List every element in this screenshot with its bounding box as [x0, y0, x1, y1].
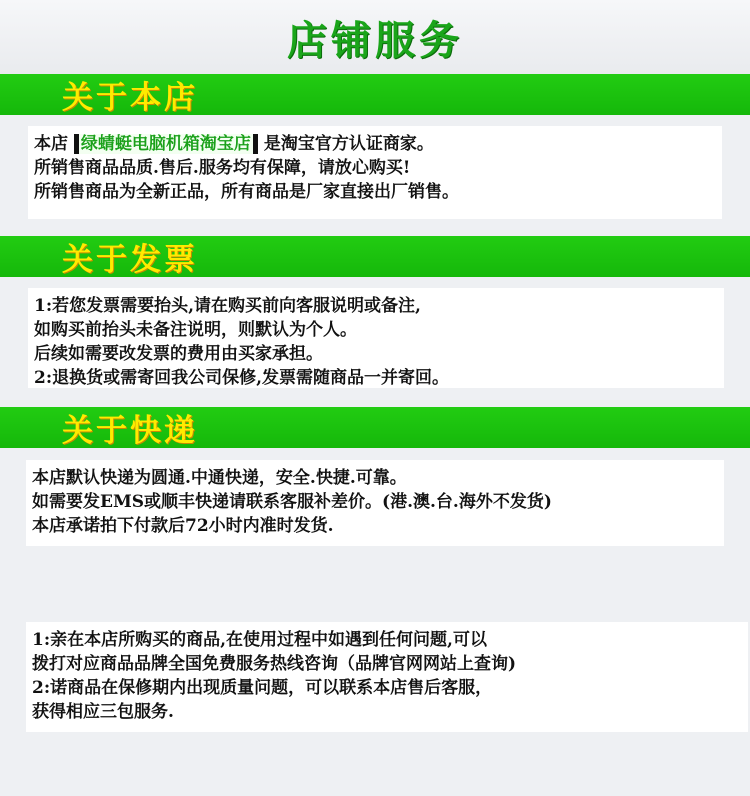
section-heading-bar-about-invoice: [0, 236, 750, 277]
about-store-line-3: 所销售商品为全新正品，所有商品是厂家直接出厂销售。: [34, 182, 459, 202]
invoice-line-1: 1:若您发票需要抬头,请在购买前向客服说明或备注,: [34, 296, 421, 316]
express-line-2: 如需要发EMS或顺丰快递请联系客服补差价。(港.澳.台.海外不发货): [32, 492, 552, 512]
store-suffix: 是淘宝官方认证商家。: [263, 134, 434, 154]
store-prefix: 本店: [34, 134, 68, 154]
about-store-line-1: [34, 132, 718, 156]
express-line-1: 本店默认快递为圆通.中通快递，安全.快捷.可靠。: [32, 468, 407, 488]
warranty-line-3: 2:诺商品在保修期内出现质量问题，可以联系本店售后客服，: [32, 678, 493, 698]
about-store-panel: [28, 126, 722, 219]
section-heading-about-express: 关于快递: [62, 413, 198, 449]
invoice-line-3: 后续如需要改发票的费用由买家承担。: [34, 344, 323, 364]
warranty-line-2: 拨打对应商品品牌全国免费服务热线咨询（品牌官网网站上查询): [32, 654, 517, 674]
section-heading-bar-about-store: [0, 74, 750, 115]
warranty-line-4: 获得相应三包服务.: [32, 702, 174, 722]
invoice-line-4: 2:退换货或需寄回我公司保修,发票需随商品一并寄回。: [34, 368, 450, 388]
express-line-3: 本店承诺拍下付款后72小时内准时发货.: [32, 516, 334, 536]
warranty-panel: [26, 622, 748, 732]
page-header: [0, 0, 750, 74]
warranty-line-1: 1:亲在本店所购买的商品,在使用过程中如遇到任何问题,可以: [32, 630, 487, 650]
about-express-panel: [26, 460, 724, 546]
section-heading-bar-about-express: [0, 407, 750, 448]
invoice-line-2: 如购买前抬头未备注说明，则默认为个人。: [34, 320, 357, 340]
section-heading-about-invoice: 关于发票: [62, 242, 198, 278]
page-title: 店铺服务: [287, 16, 463, 64]
about-invoice-panel: [28, 288, 724, 388]
about-store-line-2: 所销售商品品质.售后.服务均有保障，请放心购买!: [34, 158, 411, 178]
section-heading-about-store: 关于本店: [62, 80, 198, 116]
shop-name: 绿蜻蜓电脑机箱淘宝店: [74, 134, 258, 154]
